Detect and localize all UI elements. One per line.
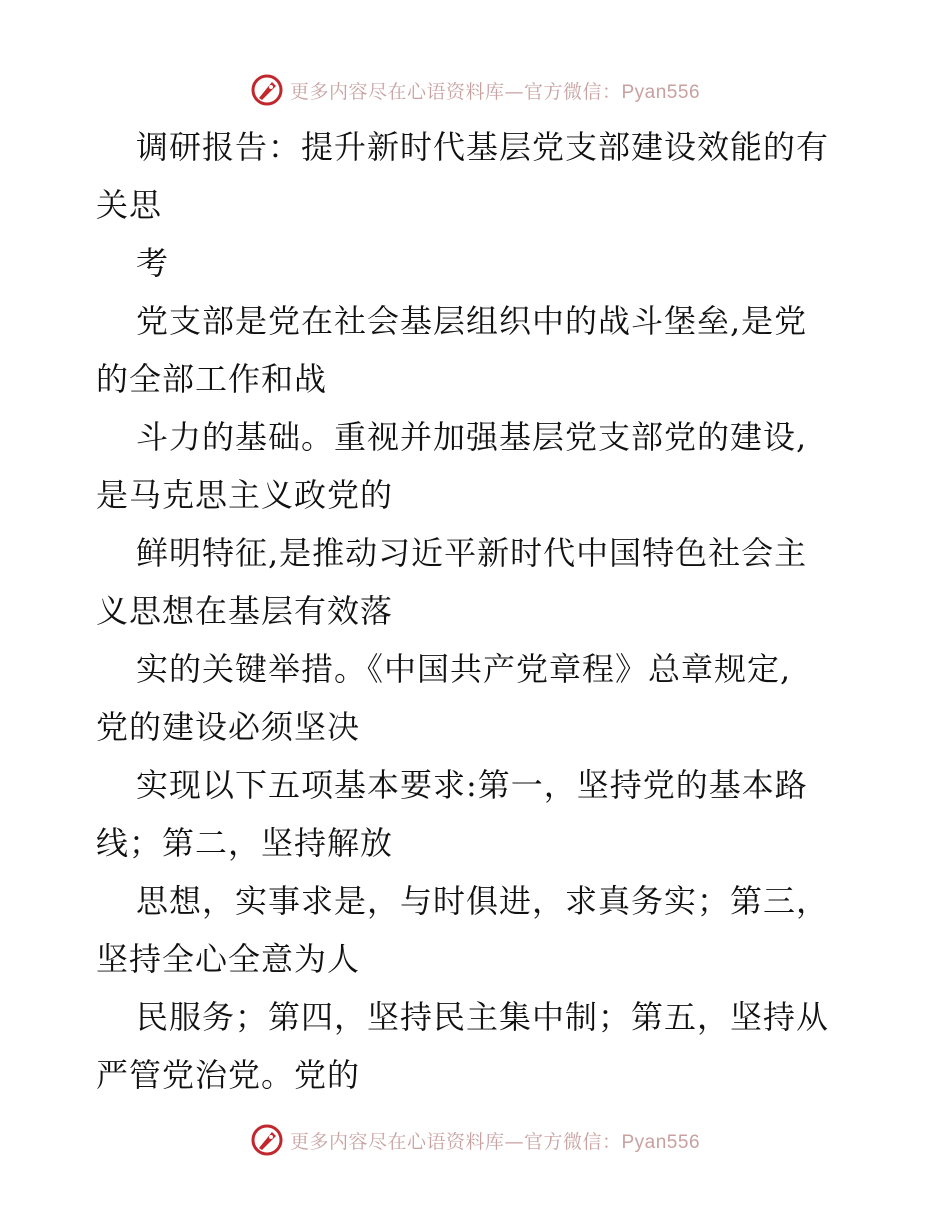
footer-banner-id: Pyan556	[621, 1131, 701, 1153]
text-line: 调研报告：提升新时代基层党支部建设效能的有	[136, 128, 830, 166]
text-line: 线；第二，坚持解放	[96, 824, 394, 862]
text-line: 党支部是党在社会基层组织中的战斗堡垒,是党	[136, 302, 808, 340]
text-line: 实的关键举措。《中国共产党章程》总章规定,	[136, 650, 792, 688]
pen-nib-logo-icon	[250, 73, 284, 107]
pen-nib-logo-icon	[250, 1123, 284, 1157]
header-banner	[0, 70, 950, 110]
text-line: 是马克思主义政党的	[96, 476, 394, 514]
text-line: 鲜明特征,是推动习近平新时代中国特色社会主	[136, 534, 808, 572]
footer-banner-text	[290, 1127, 700, 1154]
text-line: 党的建设必须坚决	[96, 708, 361, 746]
text-line: 民服务；第四，坚持民主集中制；第五，坚持从	[136, 998, 830, 1036]
header-banner-id: Pyan556	[621, 81, 701, 103]
text-line: 坚持全心全意为人	[96, 940, 361, 978]
text-line: 关思	[96, 186, 163, 224]
text-line: 严管党治党。党的	[96, 1056, 361, 1094]
text-line: 思想，实事求是，与时俱进，求真务实；第三，	[136, 882, 830, 920]
document-body	[96, 118, 866, 1104]
footer-banner-label: 更多内容尽在心语资料库—官方微信：	[289, 1130, 622, 1153]
text-line: 考	[136, 244, 170, 282]
text-line: 义思想在基层有效落	[96, 592, 394, 630]
footer-banner	[0, 1120, 950, 1160]
header-banner-text	[290, 77, 700, 104]
text-line: 的全部工作和战	[96, 360, 328, 398]
header-banner-label: 更多内容尽在心语资料库—官方微信：	[289, 80, 622, 103]
text-line: 实现以下五项基本要求:第一，坚持党的基本路	[136, 766, 808, 804]
text-line: 斗力的基础。重视并加强基层党支部党的建设,	[136, 418, 808, 456]
